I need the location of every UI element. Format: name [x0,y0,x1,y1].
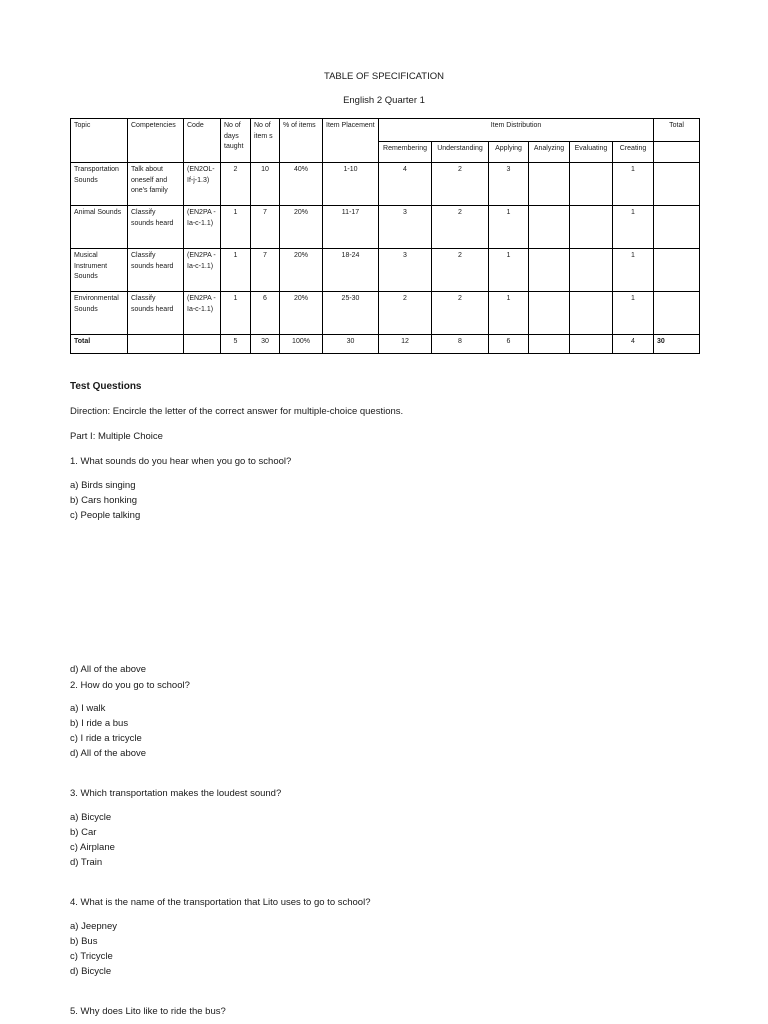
header-placement: Item Placement [323,119,379,163]
cell-percent: 20% [280,292,323,335]
cell-creating: 1 [613,249,654,292]
total-applying: 6 [489,335,529,354]
cell-items: 10 [251,163,280,206]
cell-understanding: 2 [432,249,489,292]
header-evaluating: Evaluating [570,142,613,163]
total-competency [128,335,184,354]
header-competencies: Competencies [128,119,184,163]
header-understanding: Understanding [432,142,489,163]
question-1: 1. What sounds do you hear when you go to school? [70,456,292,467]
q1-option-b: b) Cars honking [70,495,138,506]
cell-applying: 1 [489,249,529,292]
q4-option-c: c) Tricycle [70,951,113,962]
cell-competency: Classify sounds heard [128,249,184,292]
cell-understanding: 2 [432,163,489,206]
total-creating: 4 [613,335,654,354]
cell-remembering: 2 [379,292,432,335]
header-topic: Topic [71,119,128,163]
table-header-row [71,119,700,142]
cell-percent: 20% [280,249,323,292]
cell-remembering: 4 [379,163,432,206]
cell-creating: 1 [613,292,654,335]
cell-applying: 1 [489,292,529,335]
header-total-blank [654,142,700,163]
table-row [71,206,700,249]
cell-competency: Talk about oneself and one's family [128,163,184,206]
cell-creating: 1 [613,206,654,249]
q3-option-b: b) Car [70,827,97,838]
cell-percent: 40% [280,163,323,206]
q2-option-b: b) I ride a bus [70,718,129,729]
total-code [184,335,221,354]
cell-understanding: 2 [432,292,489,335]
q1-option-c: c) People talking [70,510,141,521]
q3-option-c: c) Airplane [70,842,115,853]
test-direction: Direction: Encircle the letter of the correct answer for multiple-choice questions. [70,406,404,417]
header-applying: Applying [489,142,529,163]
cell-topic: Environmental Sounds [71,292,128,335]
header-days: No of days taught [221,119,251,163]
question-2: 2. How do you go to school? [70,680,190,691]
cell-code: (EN2OL-If-j-1.3) [184,163,221,206]
q2-option-c: c) I ride a tricycle [70,733,142,744]
cell-total [654,249,700,292]
total-items: 30 [251,335,280,354]
total-analyzing [529,335,570,354]
q1-option-d: d) All of the above [70,664,147,675]
question-3: 3. Which transportation makes the loudest sound? [70,788,282,799]
cell-items: 7 [251,249,280,292]
cell-competency: Classify sounds heard [128,292,184,335]
total-grand: 30 [654,335,700,354]
cell-code: (EN2PA -Ia-c-1.1) [184,206,221,249]
question-4: 4. What is the name of the transportation that Lito uses to go to school? [70,897,371,908]
q1-option-a: a) Birds singing [70,480,136,491]
cell-analyzing [529,206,570,249]
q2-option-d: d) All of the above [70,748,147,759]
header-remembering: Remembering [379,142,432,163]
header-code: Code [184,119,221,163]
cell-evaluating [570,206,613,249]
header-creating: Creating [613,142,654,163]
table-row [71,163,700,206]
cell-items: 6 [251,292,280,335]
cell-analyzing [529,163,570,206]
question-5: 5. Why does Lito like to ride the bus? [70,1006,226,1017]
q3-option-a: a) Bicycle [70,812,112,823]
cell-evaluating [570,292,613,335]
total-days: 5 [221,335,251,354]
q4-option-b: b) Bus [70,936,98,947]
cell-percent: 20% [280,206,323,249]
cell-placement: 25-30 [323,292,379,335]
q2-option-a: a) I walk [70,703,106,714]
cell-evaluating [570,163,613,206]
cell-days: 2 [221,163,251,206]
table-total-row [71,335,700,354]
cell-days: 1 [221,292,251,335]
cell-code: (EN2PA -Ia-c-1.1) [184,249,221,292]
cell-topic: Animal Sounds [71,206,128,249]
cell-remembering: 3 [379,206,432,249]
cell-days: 1 [221,206,251,249]
table-row [71,249,700,292]
document-title: TABLE OF SPECIFICATION [324,71,444,82]
q4-option-d: d) Bicycle [70,966,112,977]
cell-items: 7 [251,206,280,249]
cell-total [654,206,700,249]
test-heading: Test Questions [70,381,142,392]
cell-applying: 3 [489,163,529,206]
q4-option-a: a) Jeepney [70,921,118,932]
total-evaluating [570,335,613,354]
cell-placement: 11-17 [323,206,379,249]
total-percent: 100% [280,335,323,354]
q3-option-d: d) Train [70,857,103,868]
cell-days: 1 [221,249,251,292]
cell-topic: Transportation Sounds [71,163,128,206]
cell-analyzing [529,292,570,335]
header-distribution: Item Distribution [379,119,654,142]
cell-analyzing [529,249,570,292]
test-part-label: Part I: Multiple Choice [70,431,163,442]
header-analyzing: Analyzing [529,142,570,163]
cell-placement: 18-24 [323,249,379,292]
header-total: Total [654,119,700,142]
cell-total [654,163,700,206]
table-row [71,292,700,335]
total-placement: 30 [323,335,379,354]
cell-code: (EN2PA -Ia-c-1.1) [184,292,221,335]
cell-applying: 1 [489,206,529,249]
header-percent: % of items [280,119,323,163]
cell-total [654,292,700,335]
header-items: No of item s [251,119,280,163]
document-subtitle: English 2 Quarter 1 [343,95,425,106]
cell-creating: 1 [613,163,654,206]
cell-evaluating [570,249,613,292]
total-understanding: 8 [432,335,489,354]
total-remembering: 12 [379,335,432,354]
cell-competency: Classify sounds heard [128,206,184,249]
cell-remembering: 3 [379,249,432,292]
specification-table [70,118,700,354]
cell-placement: 1-10 [323,163,379,206]
cell-understanding: 2 [432,206,489,249]
cell-topic: Musical Instrument Sounds [71,249,128,292]
total-label: Total [71,335,128,354]
